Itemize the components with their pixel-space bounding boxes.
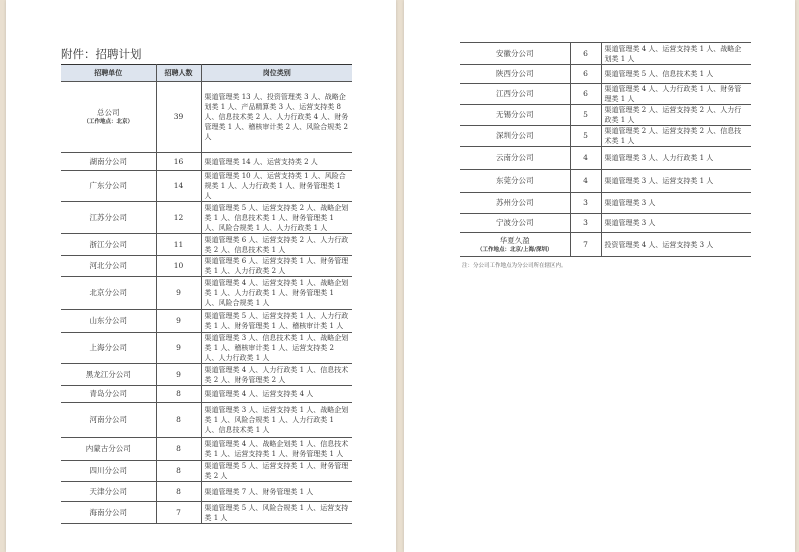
position-categories-cell: 渠道管理类 10 人、运营支持类 1 人、风险合规类 1 人、人力行政类 1 人、财务管理类 1 人 xyxy=(201,171,352,202)
unit-cell xyxy=(460,170,570,193)
position-categories-cell: 渠道管理类 3 人、运营支持类 1 人 xyxy=(601,170,751,193)
headcount-cell: 9 xyxy=(156,333,201,364)
headcount-cell: 12 xyxy=(156,202,201,234)
unit-name: 黑龙江分公司 xyxy=(85,369,131,379)
unit-name: 安徽分公司 xyxy=(496,48,534,58)
unit-cell xyxy=(460,214,570,233)
unit-cell xyxy=(460,84,570,105)
page-right xyxy=(404,0,795,552)
unit-name: 总公司 xyxy=(97,108,120,117)
unit-name: 河南分公司 xyxy=(89,415,127,424)
unit-name: 宁波分公司 xyxy=(496,218,534,227)
unit-cell xyxy=(61,386,156,403)
table-row xyxy=(61,277,352,310)
unit-cell xyxy=(460,193,570,214)
unit-name: 广东分公司 xyxy=(89,181,127,190)
headcount-cell: 5 xyxy=(570,126,601,147)
headcount-cell: 8 xyxy=(156,461,201,482)
unit-cell xyxy=(61,502,156,524)
position-categories-cell: 渠道管理类 13 人、投资管理类 3 人、战略企划类 1 人、产品精算类 3 人、运营支持类 8 人、信息技术类 2 人、人力行政类 4 人、财务管理类 1 人、稽核审计类 2 人、风险合规类 2 人 xyxy=(201,82,352,153)
unit-cell xyxy=(61,256,156,277)
headcount-cell: 7 xyxy=(570,233,601,257)
recruitment-table-left xyxy=(61,64,352,524)
unit-cell xyxy=(460,43,570,65)
table-row xyxy=(61,234,352,256)
position-categories-cell: 渠道管理类 2 人、运营支持类 2 人、人力行政类 1 人 xyxy=(601,105,751,126)
unit-cell xyxy=(460,65,570,84)
table-row xyxy=(460,170,751,193)
header-count: 招聘人数 xyxy=(156,65,201,82)
unit-cell xyxy=(460,233,570,257)
table-body-left xyxy=(61,82,352,524)
headcount-cell: 8 xyxy=(156,386,201,403)
table-body-right xyxy=(460,43,751,257)
unit-cell xyxy=(61,82,156,153)
unit-name: 湖南分公司 xyxy=(89,156,127,166)
headcount-cell: 8 xyxy=(156,403,201,438)
table-row xyxy=(61,482,352,502)
headcount-cell: 9 xyxy=(156,310,201,333)
headcount-cell: 3 xyxy=(570,193,601,214)
unit-cell xyxy=(61,277,156,310)
unit-name: 海南分公司 xyxy=(89,507,127,517)
unit-name: 江西分公司 xyxy=(496,89,534,98)
unit-name: 上海分公司 xyxy=(89,343,127,352)
position-categories-cell: 渠道管理类 3 人、人力行政类 1 人 xyxy=(601,147,751,170)
position-categories-cell: 渠道管理类 4 人、运营支持类 1 人、战略企划类 1 人、人力行政类 1 人、财务管理类 1 人、风险合规类 1 人 xyxy=(201,277,352,310)
work-location: （工作地点：北京） xyxy=(83,119,133,125)
position-categories-cell: 渠道管理类 3 人、运营支持类 1 人、战略企划类 1 人、风险合规类 1 人、人力行政类 1 人、信息技术类 1 人 xyxy=(201,403,352,438)
position-categories-cell: 渠道管理类 5 人、信息技术类 1 人 xyxy=(601,65,751,84)
position-categories-cell: 渠道管理类 14 人、运营支持类 2 人 xyxy=(201,153,352,171)
table-header xyxy=(61,65,352,82)
headcount-cell: 4 xyxy=(570,147,601,170)
unit-name: 陕西分公司 xyxy=(496,69,534,78)
unit-name: 华夏久盈 xyxy=(499,235,530,245)
table-row xyxy=(460,105,751,126)
table-row xyxy=(61,386,352,403)
unit-name: 深圳分公司 xyxy=(496,131,534,140)
table-row xyxy=(61,202,352,234)
unit-cell xyxy=(61,461,156,482)
table-row xyxy=(460,65,751,84)
position-categories-cell: 渠道管理类 2 人、运营支持类 2 人、信息技术类 1 人 xyxy=(601,126,751,147)
position-categories-cell: 渠道管理类 3 人 xyxy=(601,214,751,233)
position-categories-cell: 渠道管理类 5 人、运营支持类 1 人、人力行政类 1 人、财务管理类 1 人、稽核审计类 1 人 xyxy=(201,310,352,333)
unit-name: 江苏分公司 xyxy=(89,212,127,222)
unit-name: 东莞分公司 xyxy=(496,176,534,185)
table-row xyxy=(61,438,352,461)
footnote: 注：分公司工作地点为分公司所在辖区内。 xyxy=(462,263,567,269)
table-row xyxy=(61,153,352,171)
unit-cell xyxy=(61,234,156,256)
headcount-cell: 8 xyxy=(156,438,201,461)
position-categories-cell: 渠道管理类 4 人、战略企划类 1 人、信息技术类 1 人、运营支持类 1 人、财务管理类 1 人 xyxy=(201,438,352,461)
unit-cell xyxy=(61,403,156,438)
page-heading: 附件：招聘计划 xyxy=(61,47,142,61)
table-row xyxy=(61,502,352,524)
position-categories-cell: 渠道管理类 4 人、人力行政类 1 人、财务管理类 1 人 xyxy=(601,84,751,105)
table-row xyxy=(61,403,352,438)
headcount-cell: 14 xyxy=(156,171,201,202)
headcount-cell: 9 xyxy=(156,277,201,310)
table-row xyxy=(460,214,751,233)
headcount-cell: 39 xyxy=(156,82,201,153)
position-categories-cell: 渠道管理类 5 人、运营支持类 2 人、战略企划类 1 人、信息技术类 1 人、财务管理类 1 人、风险合规类 1 人、人力行政类 1 人 xyxy=(201,202,352,234)
unit-cell xyxy=(61,202,156,234)
position-categories-cell: 渠道管理类 4 人、运营支持类 4 人 xyxy=(201,386,352,403)
position-categories-cell: 渠道管理类 4 人、人力行政类 1 人、信息技术类 2 人、财务管理类 2 人 xyxy=(201,364,352,386)
unit-name: 四川分公司 xyxy=(89,466,127,475)
headcount-cell: 7 xyxy=(156,502,201,524)
table-row xyxy=(460,147,751,170)
unit-name: 山东分公司 xyxy=(89,316,127,325)
unit-name: 苏州分公司 xyxy=(496,198,534,207)
headcount-cell: 6 xyxy=(570,84,601,105)
table-row xyxy=(460,126,751,147)
headcount-cell: 6 xyxy=(570,43,601,65)
position-categories-cell: 渠道管理类 3 人 xyxy=(601,193,751,214)
page-left xyxy=(6,0,396,552)
headcount-cell: 3 xyxy=(570,214,601,233)
position-categories-cell: 渠道管理类 3 人、信息技术类 1 人、战略企划类 1 人、稽核审计类 1 人、运营支持类 2 人、人力行政类 1 人 xyxy=(201,333,352,364)
unit-name: 内蒙古分公司 xyxy=(85,444,131,453)
table-row xyxy=(61,333,352,364)
unit-cell xyxy=(460,105,570,126)
unit-name: 天津分公司 xyxy=(89,486,127,496)
unit-cell xyxy=(61,482,156,502)
headcount-cell: 5 xyxy=(570,105,601,126)
unit-name: 无锡分公司 xyxy=(496,110,534,119)
unit-cell xyxy=(61,171,156,202)
header-unit: 招聘单位 xyxy=(61,65,156,82)
headcount-cell: 11 xyxy=(156,234,201,256)
unit-name: 北京分公司 xyxy=(89,288,127,297)
recruitment-table-right xyxy=(460,42,751,257)
unit-cell xyxy=(61,153,156,171)
unit-cell xyxy=(61,310,156,333)
position-categories-cell: 渠道管理类 7 人、财务管理类 1 人 xyxy=(201,482,352,502)
position-categories-cell: 渠道管理类 5 人、运营支持类 1 人、财务管理类 2 人 xyxy=(201,461,352,482)
table-row xyxy=(61,364,352,386)
table-row xyxy=(460,43,751,65)
unit-name: 河北分公司 xyxy=(89,261,127,270)
headcount-cell: 6 xyxy=(570,65,601,84)
table-row xyxy=(460,233,751,257)
table-row xyxy=(61,461,352,482)
table-row xyxy=(61,256,352,277)
header-category: 岗位类别 xyxy=(201,65,352,82)
position-categories-cell: 渠道管理类 5 人、风险合规类 1 人、运营支持类 1 人 xyxy=(201,502,352,524)
headcount-cell: 10 xyxy=(156,256,201,277)
work-location: （工作地点：北京/上海/深圳） xyxy=(476,246,553,253)
table-row xyxy=(61,310,352,333)
headcount-cell: 4 xyxy=(570,170,601,193)
position-categories-cell: 投资管理类 4 人、运营支持类 3 人 xyxy=(601,233,751,257)
table-row xyxy=(460,84,751,105)
unit-name: 云南分公司 xyxy=(496,153,534,162)
unit-cell xyxy=(460,126,570,147)
position-categories-cell: 渠道管理类 6 人、运营支持类 1 人、财务管理类 1 人、人力行政类 2 人 xyxy=(201,256,352,277)
unit-cell xyxy=(61,438,156,461)
unit-name: 浙江分公司 xyxy=(89,239,127,249)
headcount-cell: 9 xyxy=(156,364,201,386)
headcount-cell: 8 xyxy=(156,482,201,502)
unit-name: 青岛分公司 xyxy=(89,389,127,398)
position-categories-cell: 渠道管理类 6 人、运营支持类 2 人、人力行政类 2 人、信息技术类 1 人 xyxy=(201,234,352,256)
unit-cell xyxy=(460,147,570,170)
unit-cell xyxy=(61,333,156,364)
table-row xyxy=(460,193,751,214)
headcount-cell: 16 xyxy=(156,153,201,171)
table-row xyxy=(61,82,352,153)
table-row xyxy=(61,171,352,202)
unit-cell xyxy=(61,364,156,386)
position-categories-cell: 渠道管理类 4 人、运营支持类 1 人、战略企划类 1 人 xyxy=(601,43,751,65)
